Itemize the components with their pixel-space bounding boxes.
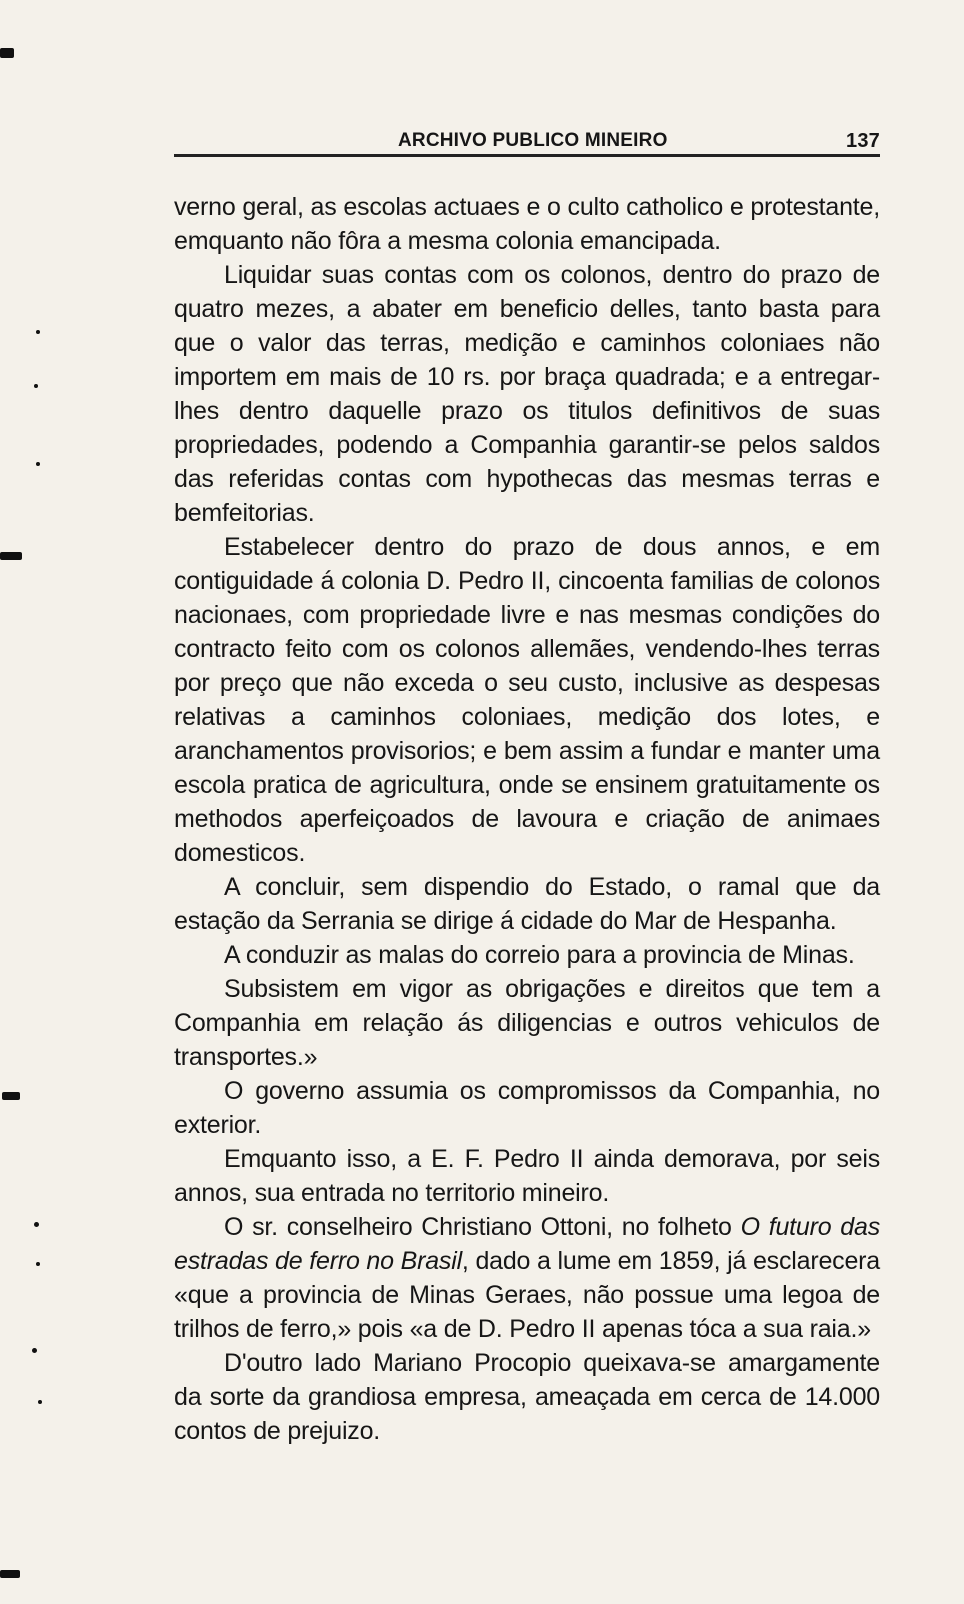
- scan-speck: [34, 384, 38, 388]
- header-rule: [174, 154, 880, 157]
- scan-speck: [32, 1348, 37, 1353]
- paragraph-ottoni: [174, 1210, 880, 1346]
- page-number: 137: [846, 130, 880, 152]
- scan-speck: [0, 1570, 20, 1578]
- scan-speck: [36, 1262, 40, 1266]
- paragraph-governo: O governo assumia os compromissos da Companhia, no exterior.: [174, 1077, 880, 1139]
- scan-speck: [34, 1222, 39, 1227]
- paragraph-estabelecer: Estabelecer dentro do prazo de dous annos, e em contiguidade á colonia D. Pedro II, cincoenta familias de colonos nacionaes, com propriedade livre e nas mesmas condições do contracto feito com os colonos allemães, vendendo-lhes terras por preço que não exceda o seu custo, inclusive as despesas relativas a caminhos coloniaes, medição dos lotes, e aranchamentos provisorios; e bem assim a fundar e manter uma escola pratica de agricultura, onde se ensinem gratuitamente os methodos aperfeiçoados de lavoura e criação de animaes domesticos.: [174, 533, 880, 867]
- paragraph-continuation: verno geral, as escolas actuaes e o culto catholico e protestante, emquanto não fôra a mesma colonia emancipada.: [174, 193, 880, 255]
- scan-speck: [2, 1092, 20, 1100]
- body-text: [174, 190, 880, 1448]
- scan-speck: [38, 1400, 42, 1404]
- paragraph-subsistem: Subsistem em vigor as obrigações e direitos que tem a Companhia em relação ás diligencias e outros vehiculos de transportes.»: [174, 975, 880, 1071]
- running-head: ARCHIVO PUBLICO MINEIRO: [398, 130, 668, 151]
- ottoni-text-before: O sr. conselheiro Christiano Ottoni, no folheto: [224, 1213, 741, 1241]
- paragraph-emquanto: Emquanto isso, a E. F. Pedro II ainda demorava, por seis annos, sua entrada no territorio mineiro.: [174, 1145, 880, 1207]
- paragraph-liquidar: Liquidar suas contas com os colonos, dentro do prazo de quatro mezes, a abater em beneficio delles, tanto basta para que o valor das terras, medição e caminhos coloniaes não importem em mais de 10 rs. por braça quadrada; e a entregar-lhes dentro daquelle prazo os titulos definitivos de suas propriedades, podendo a Companhia garantir-se pelos saldos das referidas contas com hypothecas das mesmas terras e bemfeitorias.: [174, 261, 880, 527]
- paragraph-concluir: A concluir, sem dispendio do Estado, o ramal que da estação da Serrania se dirige á cidade do Mar de Hespanha.: [174, 873, 880, 935]
- scan-speck: [36, 462, 40, 466]
- scan-speck: [0, 552, 22, 560]
- scan-speck: [0, 48, 14, 58]
- paragraph-procopio: D'outro lado Mariano Procopio queixava-se amargamente da sorte da grandiosa empresa, ameaçada em cerca de 14.000 contos de prejuizo.: [174, 1349, 880, 1445]
- scan-speck: [36, 330, 40, 334]
- paragraph-conduzir: A conduzir as malas do correio para a provincia de Minas.: [224, 941, 855, 969]
- pamphlet-title: O futuro das estradas de ferro no Brasil: [174, 1213, 880, 1275]
- ottoni-text-after: , dado a lume em 1859, já esclarecera «que a provincia de Minas Geraes, não possue uma legoa de trilhos de ferro,» pois «a de D. Pedro II apenas tóca a sua raia.»: [174, 1247, 880, 1343]
